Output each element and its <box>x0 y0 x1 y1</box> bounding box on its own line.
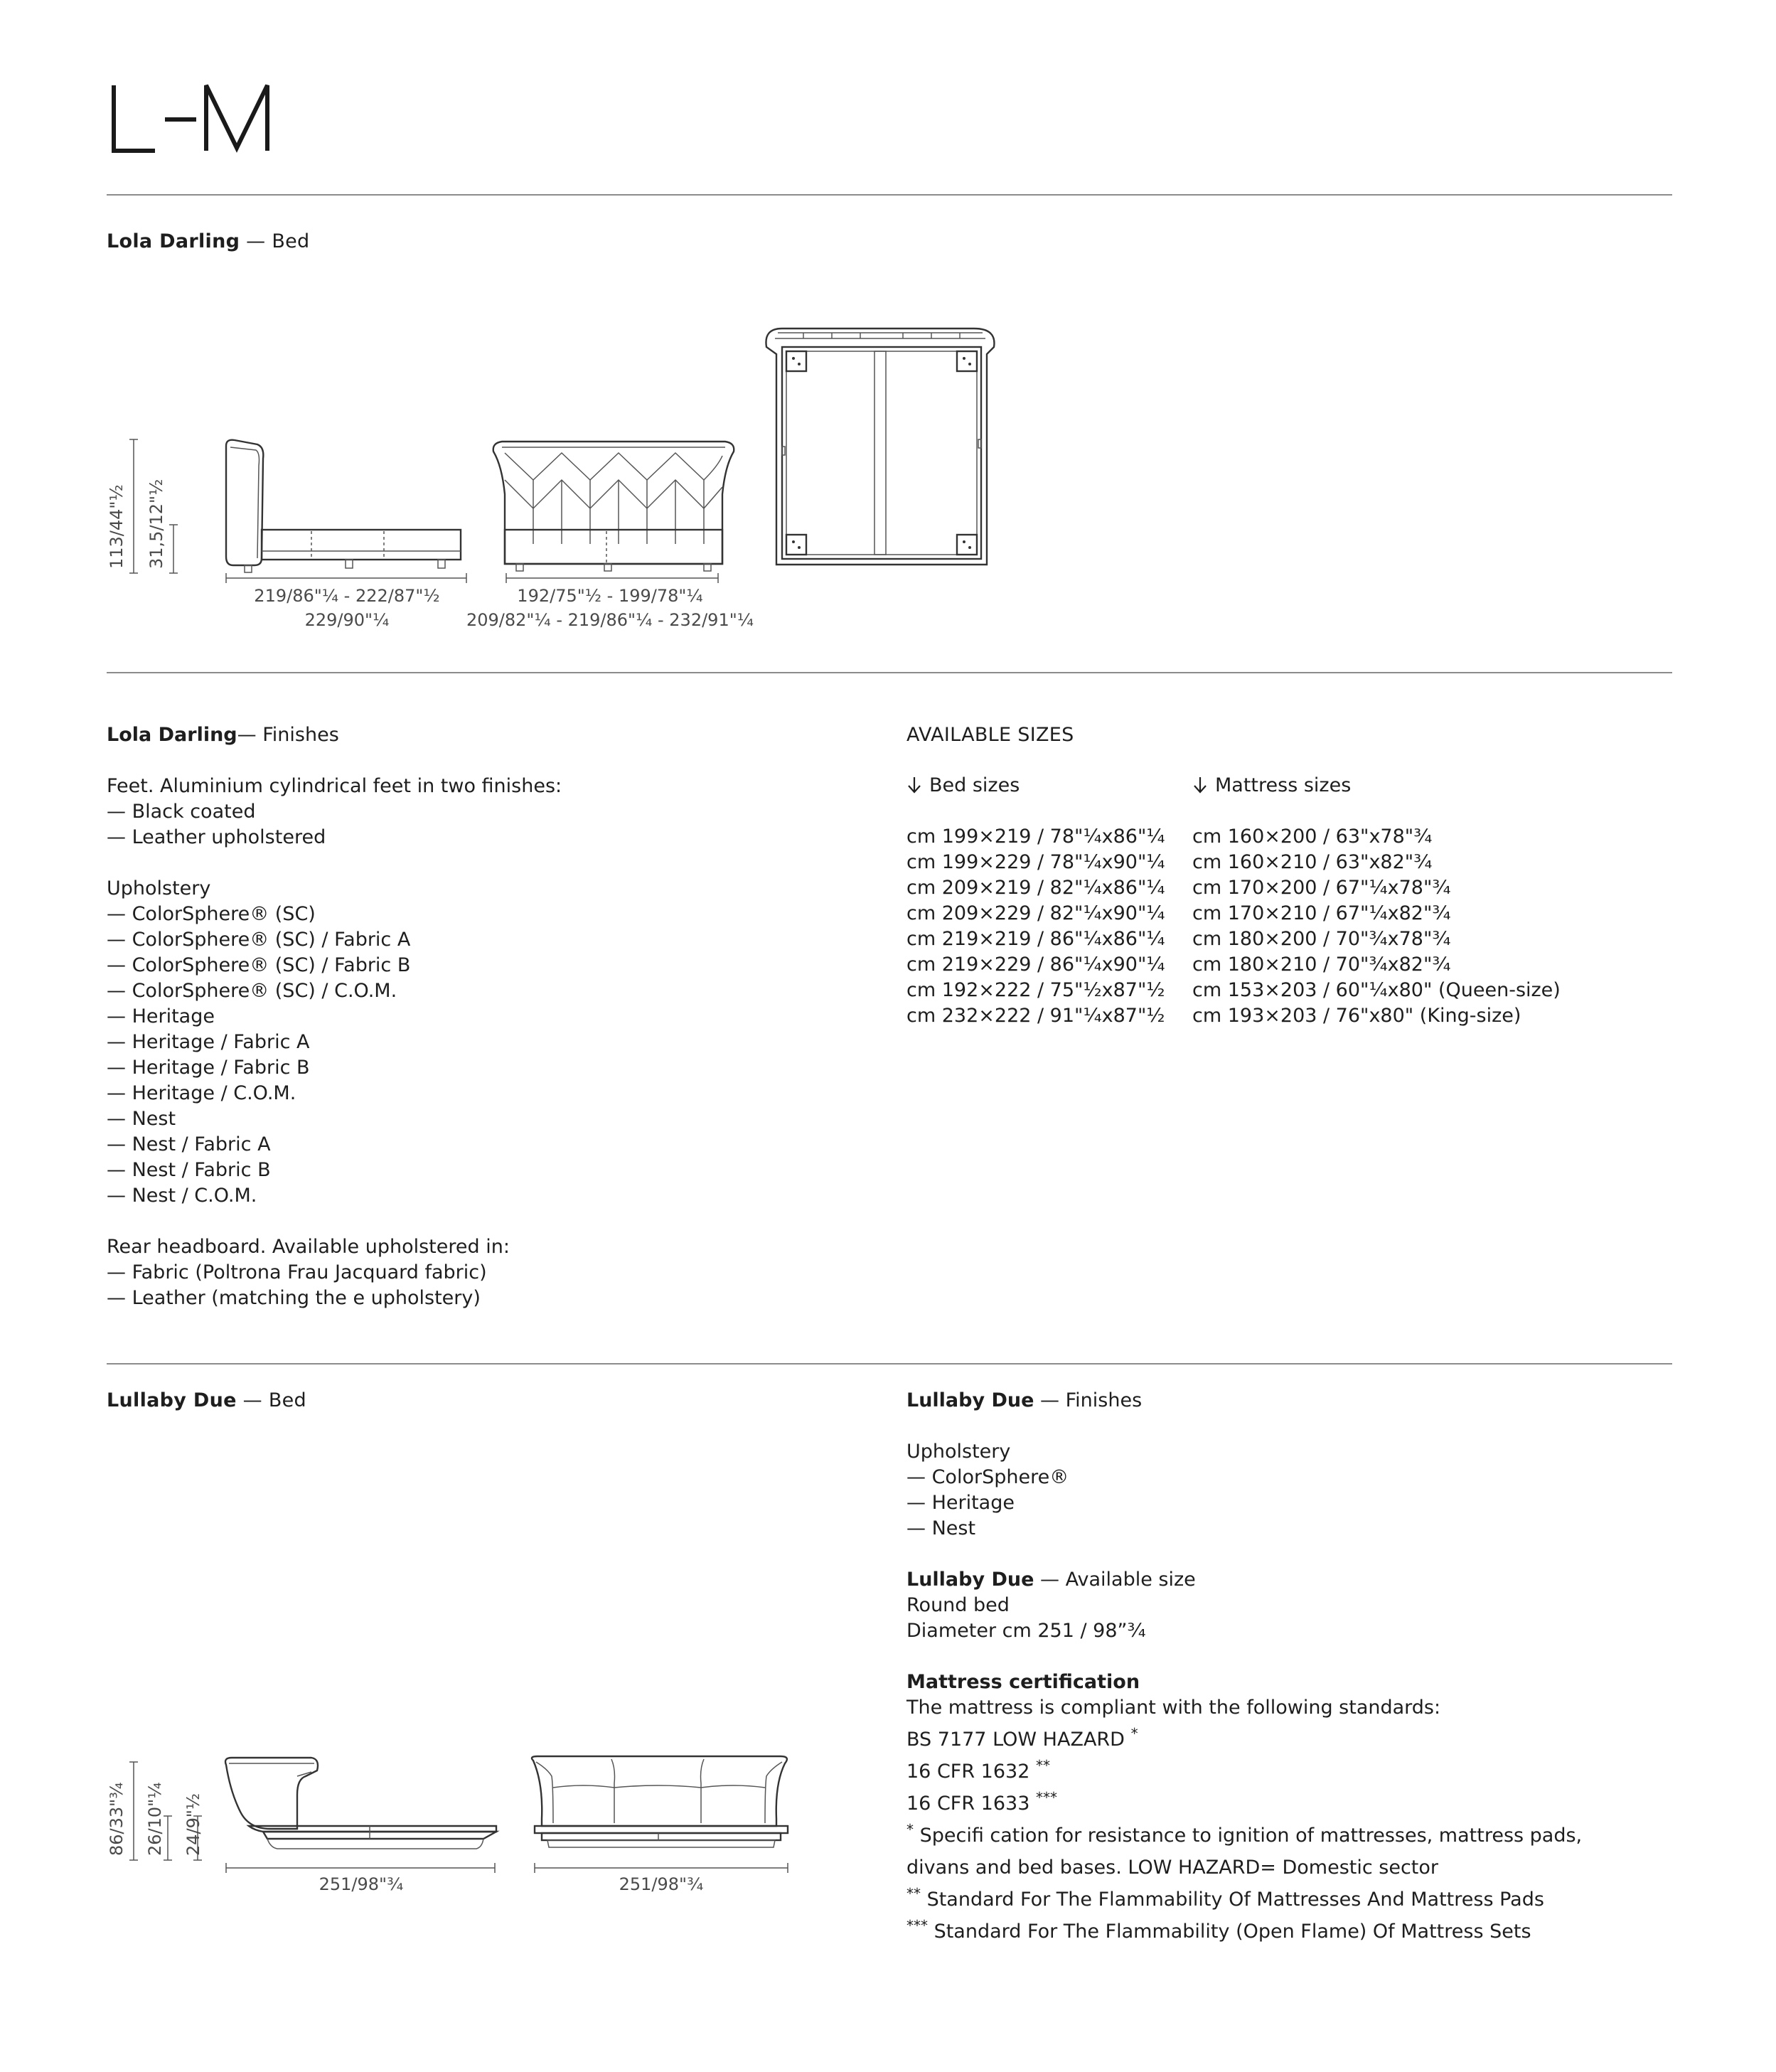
lullaby-finishes-title: Lullaby Due — Finishes <box>906 1389 1143 1411</box>
lullaby-upholstery-heading: Upholstery <box>906 1441 1011 1463</box>
mattress-size-row: cm 160×210 / 63"x82"¾ <box>1192 851 1433 873</box>
bed-size-row: cm 219×229 / 86"¼x90"¼ <box>906 954 1165 976</box>
lola-side-length-dimension <box>226 573 468 583</box>
divider-lola <box>107 672 1672 673</box>
mattress-sizes-column <box>1192 773 1561 1029</box>
list-item: — Fabric (Poltrona Frau Jacquard fabric) <box>107 1261 487 1283</box>
list-item: — Nest / C.O.M. <box>107 1185 257 1207</box>
certification-intro: The mattress is compliant with the following standards: <box>906 1697 1441 1719</box>
divider-lullaby <box>107 1363 1672 1365</box>
arrow-down-icon <box>906 776 922 794</box>
mattress-size-row: cm 193×203 / 76"x80" (King-size) <box>1192 1005 1521 1027</box>
lola-plan-view-drawing <box>761 326 1002 567</box>
bed-size-row: cm 209×229 / 82"¼x90"¼ <box>906 902 1165 924</box>
lullaby-height-total-label: 86/33"¾ <box>107 1782 127 1856</box>
list-item: — Nest <box>906 1517 976 1539</box>
lola-front-width-label-1: 192/75"½ - 199/78"¼ <box>517 586 703 606</box>
lullaby-front-width-dimension <box>535 1863 791 1873</box>
lola-side-length-label-1: 219/86"¼ - 222/87"½ <box>254 586 440 606</box>
lola-front-width-dimension <box>506 573 720 583</box>
list-item: — ColorSphere® (SC) <box>107 903 316 925</box>
size-line: Diameter cm 251 / 98”¾ <box>906 1620 1146 1642</box>
lullaby-bed-title: Lullaby Due — Bed <box>107 1389 306 1411</box>
footnote: divans and bed bases. LOW HAZARD= Domestic sector <box>906 1857 1439 1879</box>
lullaby-side-length-label: 251/98"¾ <box>319 1874 404 1894</box>
bed-size-row: cm 232×222 / 91"¼x87"½ <box>906 1005 1165 1027</box>
list-item: — Heritage / Fabric A <box>107 1031 310 1053</box>
lullaby-front-width-label: 251/98"¾ <box>619 1874 704 1894</box>
lola-side-length-label-2: 229/90"¼ <box>304 610 390 630</box>
list-item: — Nest / Fabric A <box>107 1133 271 1155</box>
lullaby-side-view-drawing <box>220 1755 505 1862</box>
mattress-size-row: cm 180×200 / 70"¾x78"¾ <box>1192 928 1451 950</box>
size-line: Round bed <box>906 1594 1010 1616</box>
standard-row: 16 CFR 1632 ** <box>906 1757 1050 1783</box>
divider-top <box>107 194 1672 196</box>
lola-finishes-block <box>107 722 562 1311</box>
lola-height-seat-label: 31,5/12"½ <box>146 479 166 569</box>
list-item: — Leather upholstered <box>107 826 326 848</box>
lola-front-width-label-2: 209/82"¼ - 219/86"¼ - 232/91"¼ <box>466 610 754 630</box>
mattress-size-row: cm 180×210 / 70"¾x82"¾ <box>1192 954 1451 976</box>
rear-headboard-heading: Rear headboard. Available upholstered in: <box>107 1236 510 1258</box>
lullaby-front-view-drawing <box>526 1755 796 1862</box>
standard-row: BS 7177 LOW HAZARD * <box>906 1725 1138 1751</box>
lola-finishes-title: Lola Darling— Finishes <box>107 724 339 746</box>
feet-heading: Feet. Aluminium cylindrical feet in two finishes: <box>107 775 562 797</box>
lullaby-finishes-block <box>906 1388 1582 1945</box>
bed-size-row: cm 192×222 / 75"½x87"½ <box>906 979 1165 1001</box>
lullaby-size-title: Lullaby Due — Available size <box>906 1569 1196 1591</box>
bed-size-row: cm 219×219 / 86"¼x86"¼ <box>906 928 1165 950</box>
arrow-down-icon <box>1192 776 1208 794</box>
bed-size-row: cm 209×219 / 82"¼x86"¼ <box>906 877 1165 899</box>
list-item: — Nest / Fabric B <box>107 1159 271 1181</box>
mattress-size-row: cm 170×200 / 67"¼x78"¾ <box>1192 877 1451 899</box>
list-item: — Heritage / Fabric B <box>107 1057 310 1079</box>
list-item: — ColorSphere® (SC) / Fabric A <box>107 929 411 951</box>
list-item: — ColorSphere® (SC) / Fabric B <box>107 954 411 976</box>
list-item: — Leather (matching the e upholstery) <box>107 1287 481 1309</box>
lullaby-side-length-dimension <box>226 1863 496 1873</box>
list-item: — ColorSphere® (SC) / C.O.M. <box>107 980 397 1002</box>
list-item: — ColorSphere® <box>906 1466 1069 1488</box>
lola-bed-title: Lola Darling — Bed <box>107 230 310 252</box>
footnote: * Specifi cation for resistance to ignition of mattresses, mattress pads, <box>906 1821 1583 1847</box>
lola-side-view-drawing <box>220 437 469 580</box>
list-item: — Heritage <box>107 1005 215 1027</box>
standard-row: 16 CFR 1633 *** <box>906 1789 1057 1815</box>
bed-size-row: cm 199×229 / 78"¼x90"¼ <box>906 851 1165 873</box>
mattress-size-row: cm 153×203 / 60"¼x80" (Queen-size) <box>1192 979 1561 1001</box>
brand-logo <box>107 80 277 158</box>
lullaby-height-low-label: 24/9"½ <box>183 1793 203 1856</box>
mattress-certification-heading: Mattress certification <box>906 1671 1140 1693</box>
bed-sizes-heading: Bed sizes <box>906 773 1165 799</box>
mattress-size-row: cm 160×200 / 63"x78"¾ <box>1192 826 1433 848</box>
footnote: *** Standard For The Flammability (Open Flame) Of Mattress Sets <box>906 1917 1531 1943</box>
available-sizes-heading: AVAILABLE SIZES <box>906 724 1074 746</box>
bed-sizes-column <box>906 773 1165 1029</box>
list-item: — Heritage / C.O.M. <box>107 1082 296 1104</box>
list-item: — Heritage <box>906 1492 1015 1514</box>
footnote: ** Standard For The Flammability Of Mattresses And Mattress Pads <box>906 1885 1544 1911</box>
lola-front-view-drawing <box>491 437 739 580</box>
mattress-sizes-heading: Mattress sizes <box>1192 773 1561 799</box>
upholstery-heading: Upholstery <box>107 877 211 899</box>
mattress-size-row: cm 170×210 / 67"¼x82"¾ <box>1192 902 1451 924</box>
list-item: — Black coated <box>107 801 256 823</box>
list-item: — Nest <box>107 1108 176 1130</box>
lola-height-total-label: 113/44"½ <box>107 484 127 569</box>
lullaby-height-mid-label: 26/10"¼ <box>145 1782 165 1856</box>
bed-size-row: cm 199×219 / 78"¼x86"¼ <box>906 826 1165 848</box>
